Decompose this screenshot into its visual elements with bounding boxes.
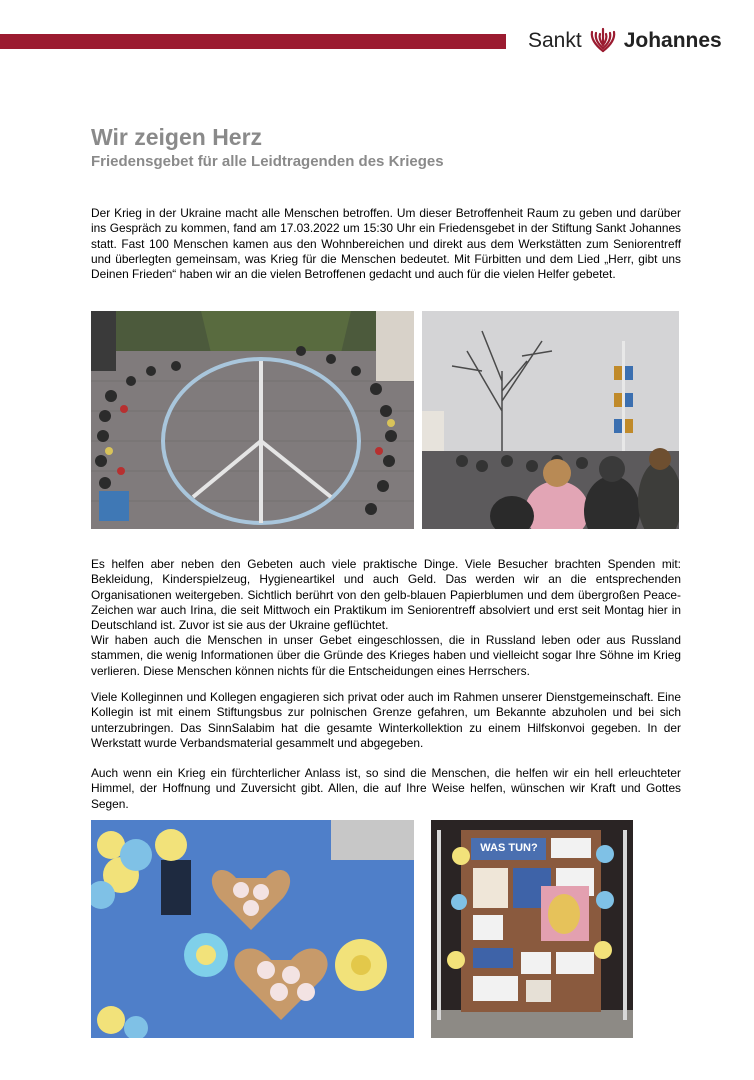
page-subtitle: Friedensgebet für alle Leidtragenden des Krieges: [91, 153, 444, 170]
photo-paper-flowers-buttons: [91, 820, 414, 1038]
paragraph-closing: Auch wenn ein Krieg ein fürchterlicher Anlass ist, so sind die Menschen, die helfen wir ein hell erleuchteter Himmel, der Hoffnung und Zuversicht gibt. Allen, die auf Ihre Weise helfen, wünschen wir Kraft und Gottes Segen.: [91, 766, 681, 811]
brand-logo: [528, 26, 722, 56]
header-accent-bar: [0, 34, 506, 49]
photo-info-poster: [431, 820, 633, 1038]
paragraph-donations: Es helfen aber neben den Gebeten auch viele praktische Dinge. Viele Besucher brachten Spenden mit: Bekleidung, Kinderspielzeug, Hygieneartikel und auch Geld. Das werden wir an die entsprechenden Organisationen weitergeben. Sichtlich berührt von den gelb-blauen Papierblumen und dem übergroßen Peace-Zeichen war auch Irina, die seit Mittwoch ein Praktikum im Seniorentreff absolviert und erst seit Montag hier in Deutschland ist. Zuvor ist sie aus der Ukraine geflüchtet.: [91, 557, 681, 633]
paragraph-colleagues: Viele Kolleginnen und Kollegen engagieren sich privat oder auch im Rahmen unserer Dienstgemeinschaft. Eine Kollegin ist mit einem Stiftungsbus zur polnischen Grenze gefahren, um Bekannte abzuholen und bei sich unterzubringen. Das SinnSalabim hat die gesamte Winterkollektion zu einem Hilfskonvoi gegeben. In der Werkstatt wurde Verbandsmaterial gesammelt und abgegeben.: [91, 690, 681, 750]
brand-word-johannes: Johannes: [623, 29, 722, 52]
page-title: Wir zeigen Herz: [91, 124, 263, 150]
photo-peace-sign-courtyard: [91, 311, 414, 529]
paragraph-intro: Der Krieg in der Ukraine macht alle Menschen betroffen. Um dieser Betroffenheit Raum zu geben und darüber ins Gespräch zu kommen, fand am 17.03.2022 um 15:30 Uhr ein Friedensgebet in der Stiftung Sankt Johannes statt. Fast 100 Menschen kamen aus den Wohnbereichen und direkt aus dem Werkstätten zum Seniorentreff und überlegten gemeinsam, was Krieg für die Menschen bedeutet. Mit Fürbitten und dem Lied „Herr, gibt uns Deinen Frieden“ haben wir an die vielen Betroffenen gedacht und auch für die vielen Helfer gebetet.: [91, 206, 681, 282]
photo-maypole-gathering: [422, 311, 679, 529]
hands-heart-icon: [588, 24, 618, 59]
poster-heading: WAS TUN?: [480, 842, 538, 854]
paragraph-russia: Wir haben auch die Menschen in unser Gebet eingeschlossen, die in Russland leben oder aus Russland stammen, die wenig Informationen über die Gründe des Krieges haben und vielleicht sogar Ihre Söhne im Krieg verlieren. Diese Menschen können nichts für die Entscheidungen eines Herrschers.: [91, 633, 681, 678]
brand-word-sankt: Sankt: [528, 29, 582, 52]
